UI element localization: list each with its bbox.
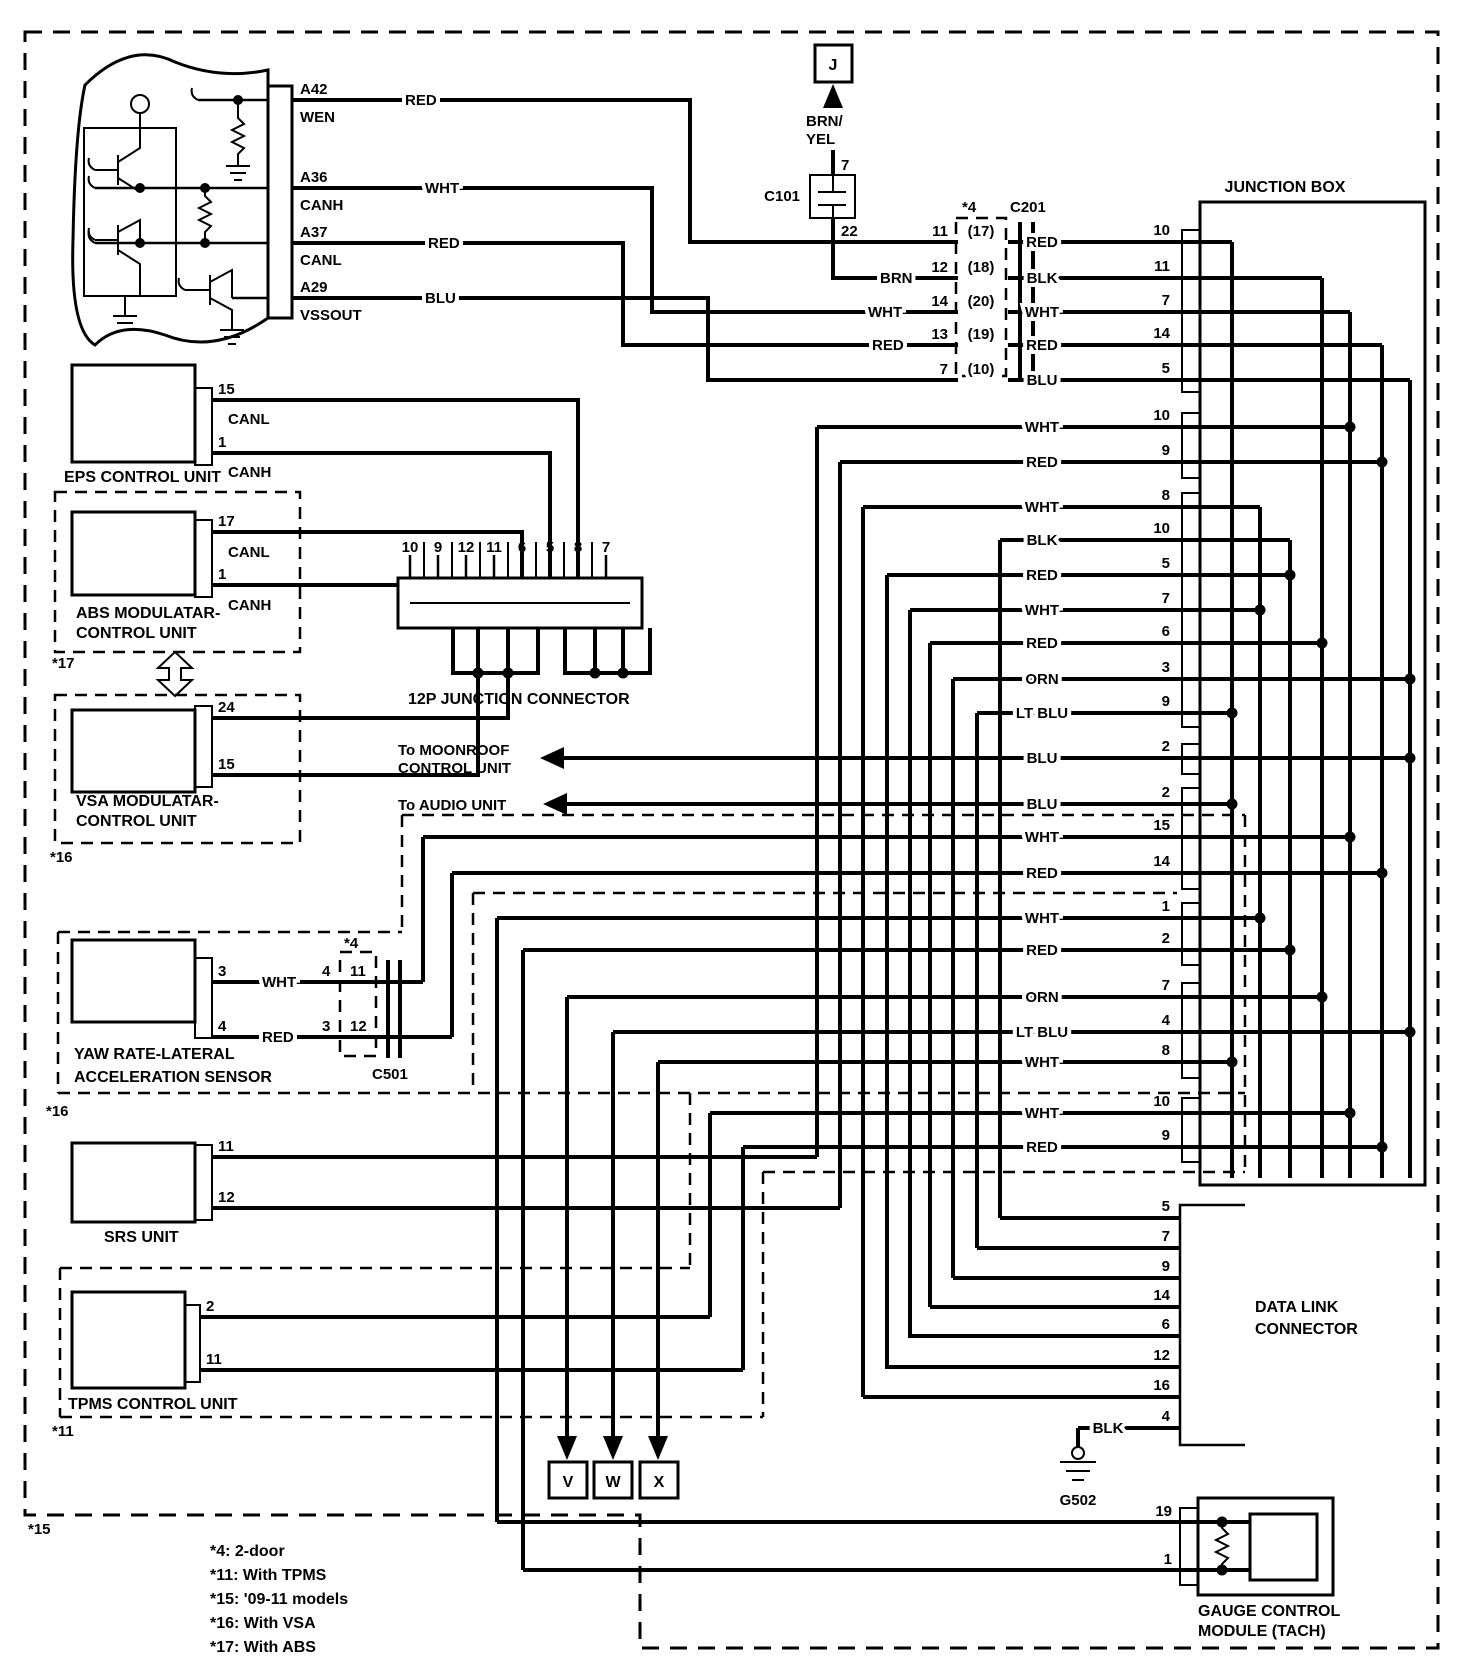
junction-dot xyxy=(1405,753,1416,764)
junction-dot xyxy=(1345,1108,1356,1119)
double-arrow-icon xyxy=(158,652,192,696)
pin-bracket xyxy=(1180,1508,1198,1585)
pin-number: 7 xyxy=(1161,1228,1170,1245)
wire-color-label: RED xyxy=(1026,1139,1058,1156)
pin-number: 16 xyxy=(1153,1377,1170,1394)
connector-letter: W xyxy=(605,1474,621,1491)
destination-label: CONTROL UNIT xyxy=(398,760,512,777)
pin-number: 4 xyxy=(1161,1408,1170,1425)
connector-pin: 14 xyxy=(931,293,948,310)
wire-color-label: RED xyxy=(405,92,437,109)
resistor-icon xyxy=(199,188,211,243)
component-label: VSA MODULATAR- xyxy=(76,793,219,810)
wire-color-label: RED xyxy=(1026,337,1058,354)
connector-pin: 22 xyxy=(841,223,858,240)
wire-color-label: WHT xyxy=(1024,602,1060,619)
pin-number: 9 xyxy=(1161,1127,1170,1144)
pin-number: 10 xyxy=(1153,407,1170,424)
connector-pin: 12 xyxy=(350,1018,367,1035)
junction-dot xyxy=(1227,799,1238,810)
wire-color-label: RED xyxy=(262,1029,294,1046)
connector-pin: 11 xyxy=(932,223,948,240)
connector-pin-alt: (10) xyxy=(967,361,995,378)
pin-number: 1 xyxy=(218,434,227,451)
arrow-down-icon xyxy=(603,1436,623,1460)
ecm-pin-id: A29 xyxy=(300,279,328,296)
connector-pin: 4 xyxy=(322,963,331,980)
pin-number: 6 xyxy=(1161,623,1170,640)
junction-dot xyxy=(1227,708,1238,719)
pin-number: 15 xyxy=(218,756,235,773)
arrow-down-icon xyxy=(648,1436,668,1460)
component-label: SRS UNIT xyxy=(104,1229,179,1246)
component-label: TPMS CONTROL UNIT xyxy=(68,1396,238,1413)
j-connector-c101 xyxy=(764,45,958,287)
component-label: YAW RATE-LATERAL xyxy=(74,1046,235,1063)
ground-icon xyxy=(1060,1462,1096,1480)
junction-dot xyxy=(1405,674,1416,685)
indicator-bulb-icon xyxy=(131,95,149,113)
wire-color-label: ORN xyxy=(1025,671,1059,688)
connector-pin: 7 xyxy=(939,361,948,378)
wire-color-label: RED xyxy=(872,337,904,354)
pin-number: 14 xyxy=(1153,1287,1170,1304)
ground-label: G502 xyxy=(1059,1492,1097,1509)
wire-color-label: WHT xyxy=(1024,829,1060,846)
ecm-pin-id: A42 xyxy=(300,81,328,98)
pin-signal: CANL xyxy=(228,544,270,561)
pin-number: 3 xyxy=(218,963,227,980)
footnote-marker-15: *15 xyxy=(28,1521,51,1538)
component-label: MODULE (TACH) xyxy=(1198,1623,1326,1640)
junction-dot xyxy=(1227,1057,1238,1068)
transistor-icon xyxy=(179,270,232,330)
connector-pin-alt: (20) xyxy=(967,293,995,310)
junction-dot xyxy=(1345,832,1356,843)
pin-number: 1 xyxy=(1163,1551,1172,1568)
pin-number: 12 xyxy=(1153,1347,1170,1364)
pin-number: 7 xyxy=(1161,977,1170,994)
ecm-wires xyxy=(292,92,958,380)
junction-dot xyxy=(1377,868,1388,879)
wire-color-label: LT BLU xyxy=(1015,705,1069,722)
pin-number: 17 xyxy=(218,513,235,530)
transistor-icon xyxy=(89,220,140,295)
legend-line: *15: '09-11 models xyxy=(210,1591,349,1608)
wire-color-label: WHT xyxy=(1024,910,1060,927)
wire-color-label: LT BLU xyxy=(1015,1024,1069,1041)
wire-color-label: WHT xyxy=(1024,1105,1060,1122)
pin-number: 2 xyxy=(1161,930,1170,947)
j-connector-letter: J xyxy=(828,57,838,74)
connector-id: C501 xyxy=(372,1066,408,1083)
pin-number: 15 xyxy=(218,381,235,398)
tpms-control-unit xyxy=(52,1292,743,1440)
gauge-control-module xyxy=(497,1498,1340,1640)
connector-id: C101 xyxy=(764,188,800,205)
component-label: CONTROL UNIT xyxy=(76,625,197,642)
junction-dot xyxy=(1405,1027,1416,1038)
component-label: CONNECTOR xyxy=(1255,1321,1358,1338)
pin-number: 11 xyxy=(218,1138,234,1155)
pin-number: 10 xyxy=(1153,222,1170,239)
junction-dot xyxy=(1317,992,1328,1003)
component-label: 12P JUNCTION CONNECTOR xyxy=(408,691,630,708)
pin-number: 5 xyxy=(1161,555,1170,572)
pin-signal: CANH xyxy=(228,597,272,614)
vwx-connectors xyxy=(549,997,678,1498)
legend-line: *11: With TPMS xyxy=(210,1567,327,1584)
wire-color-label: BRN/ xyxy=(806,113,843,130)
wire-color-label: WHT xyxy=(1024,499,1060,516)
wire-color-label: RED xyxy=(1026,942,1058,959)
pin-number: 12 xyxy=(457,539,475,556)
pin-number: 8 xyxy=(1161,1042,1170,1059)
data-link-connector xyxy=(863,1198,1358,1509)
footnote-legend xyxy=(210,1543,348,1656)
ecm-pin-signal: CANH xyxy=(300,197,344,214)
wire-color-label: WHT xyxy=(262,974,297,991)
ecm-pin-id: A36 xyxy=(300,169,328,186)
pin-number: 9 xyxy=(1161,1258,1170,1275)
resistor-icon xyxy=(232,100,244,166)
pin-number: 7 xyxy=(601,539,611,556)
wire-color-label: BLU xyxy=(1026,372,1058,389)
external-unit-arrows xyxy=(398,742,567,815)
pin-number: 14 xyxy=(1153,853,1170,870)
component-label: ABS MODULATAR- xyxy=(76,605,221,622)
connector-letter: X xyxy=(653,1474,665,1491)
pin-number: 15 xyxy=(1153,817,1170,834)
ecm-pin-signal: CANL xyxy=(300,252,342,269)
ground-icon xyxy=(226,166,250,180)
wire-color-label: RED xyxy=(1026,567,1058,584)
wire-color-label: RED xyxy=(1026,865,1058,882)
pin-brackets xyxy=(1182,230,1200,1162)
wire-color-label: BLU xyxy=(425,290,456,307)
legend-line: *4: 2-door xyxy=(210,1543,285,1560)
connector-pin-alt: (19) xyxy=(967,326,995,343)
connector-id: C201 xyxy=(1010,199,1046,216)
data-link-bracket xyxy=(1180,1205,1245,1445)
wire-color-label: BLU xyxy=(1026,750,1058,767)
footnote-marker-4: *4 xyxy=(344,935,359,952)
component-label: GAUGE CONTROL xyxy=(1198,1603,1341,1620)
wire-color-label: WHT xyxy=(1024,419,1060,436)
pin-number: 10 xyxy=(401,539,419,556)
arrow-up-icon xyxy=(823,84,843,108)
pin-number: 11 xyxy=(1154,258,1170,275)
junction-dot xyxy=(1285,945,1296,956)
destination-label: To AUDIO UNIT xyxy=(398,797,507,814)
pin-number: 4 xyxy=(1161,1012,1170,1029)
wire-color-label: WHT xyxy=(425,180,460,197)
pin-number: 9 xyxy=(1161,693,1170,710)
wire-color-label: RED xyxy=(1026,454,1058,471)
pin-signal: CANL xyxy=(228,411,270,428)
resistor-icon xyxy=(1216,1522,1228,1570)
pin-number: 2 xyxy=(1161,784,1170,801)
wire-color-label: RED xyxy=(1026,635,1058,652)
ecm-connector-bar xyxy=(268,86,292,318)
pin-number: 2 xyxy=(206,1298,215,1315)
c501-bars xyxy=(388,960,400,1058)
pin-number: 19 xyxy=(1155,1503,1172,1520)
wire-color-label: RED xyxy=(1026,234,1058,251)
footnote-marker-16: *16 xyxy=(50,849,73,866)
connector-pin: 3 xyxy=(322,1018,331,1035)
pin-signal: CANH xyxy=(228,464,272,481)
wire-color-label: BRN xyxy=(880,270,913,287)
wire-color-label: BLU xyxy=(1026,796,1058,813)
junction-dot xyxy=(1377,1142,1388,1153)
pin-number: 5 xyxy=(1161,360,1170,377)
pin-number: 11 xyxy=(206,1351,222,1368)
pin-number: 2 xyxy=(1161,738,1170,755)
connector-letter: V xyxy=(562,1474,574,1491)
junction-box-buses xyxy=(1232,242,1410,1178)
pin-number: 5 xyxy=(545,539,555,556)
pin-number: 9 xyxy=(1161,442,1170,459)
footnote-marker-11: *11 xyxy=(52,1423,74,1440)
junction-dot xyxy=(1317,638,1328,649)
component-label: ACCELERATION SENSOR xyxy=(74,1069,272,1086)
transistor-icon xyxy=(89,122,140,192)
wire-color-label: WHT xyxy=(868,304,903,321)
wire-color-label: BLK xyxy=(1026,532,1058,549)
junction-dot xyxy=(1285,570,1296,581)
pin-number: 7 xyxy=(1161,590,1170,607)
pin-number: 10 xyxy=(1153,520,1170,537)
pin-number: 8 xyxy=(1161,487,1170,504)
junction-box-label: JUNCTION BOX xyxy=(1224,179,1346,196)
footnote-marker-16: *16 xyxy=(46,1103,69,1120)
pin-number: 6 xyxy=(1161,1316,1170,1333)
ground-icon xyxy=(1072,1447,1084,1459)
ground-icon xyxy=(113,296,137,330)
ecm-pin-signal: VSSOUT xyxy=(300,307,362,324)
pin-number: 4 xyxy=(218,1018,227,1035)
component-label: EPS CONTROL UNIT xyxy=(64,469,222,486)
pin-number: 3 xyxy=(1161,659,1170,676)
arrow-down-icon xyxy=(557,1436,577,1460)
srs-unit xyxy=(72,1138,840,1246)
wire-color-label: BLK xyxy=(1092,1420,1124,1437)
junction-dot xyxy=(1255,913,1266,924)
pin-number: 1 xyxy=(218,566,227,583)
wire-color-label: RED xyxy=(428,235,460,252)
ecm-pin-signal: WEN xyxy=(300,109,335,126)
component-label: DATA LINK xyxy=(1255,1299,1339,1316)
footnote-marker-17: *17 xyxy=(52,655,75,672)
connector-pin: 7 xyxy=(841,157,850,174)
pin-number: 10 xyxy=(1153,1093,1170,1110)
pin-number: 7 xyxy=(1161,292,1170,309)
connector-pin-alt: (17) xyxy=(967,223,995,240)
junction-dot xyxy=(1345,422,1356,433)
pin-number: 1 xyxy=(1161,898,1170,915)
legend-line: *17: With ABS xyxy=(210,1639,316,1656)
wire-color-label: YEL xyxy=(806,131,836,148)
pin-number: 14 xyxy=(1153,325,1170,342)
destination-label: To MOONROOF xyxy=(398,742,510,759)
pin-number: 8 xyxy=(573,539,583,556)
pin-number: 11 xyxy=(486,539,502,556)
pin-number: 12 xyxy=(218,1189,235,1206)
junction-box xyxy=(423,179,1425,1185)
connector-pin: 13 xyxy=(931,326,948,343)
ecm-pin-id: A37 xyxy=(300,224,328,241)
component-label: CONTROL UNIT xyxy=(76,813,197,830)
pin-number: 24 xyxy=(218,699,235,716)
pin-number: 6 xyxy=(517,539,527,556)
wire-color-label: ORN xyxy=(1025,989,1059,1006)
legend-line: *16: With VSA xyxy=(210,1615,316,1632)
connector-pin: 12 xyxy=(931,259,948,276)
connector-pin: 11 xyxy=(350,963,366,980)
wire-color-label: WHT xyxy=(1024,304,1060,321)
junction-dot xyxy=(1255,605,1266,616)
wire-color-label: BLK xyxy=(1026,270,1058,287)
vsa-yaw-option-outline xyxy=(58,815,1245,1172)
pin-number: 9 xyxy=(433,539,443,556)
junction-dot xyxy=(1377,457,1388,468)
pin-number: 5 xyxy=(1161,1198,1170,1215)
footnote-marker-4: *4 xyxy=(962,199,977,216)
connector-pin-alt: (18) xyxy=(967,259,995,276)
wire-color-label: WHT xyxy=(1024,1054,1060,1071)
